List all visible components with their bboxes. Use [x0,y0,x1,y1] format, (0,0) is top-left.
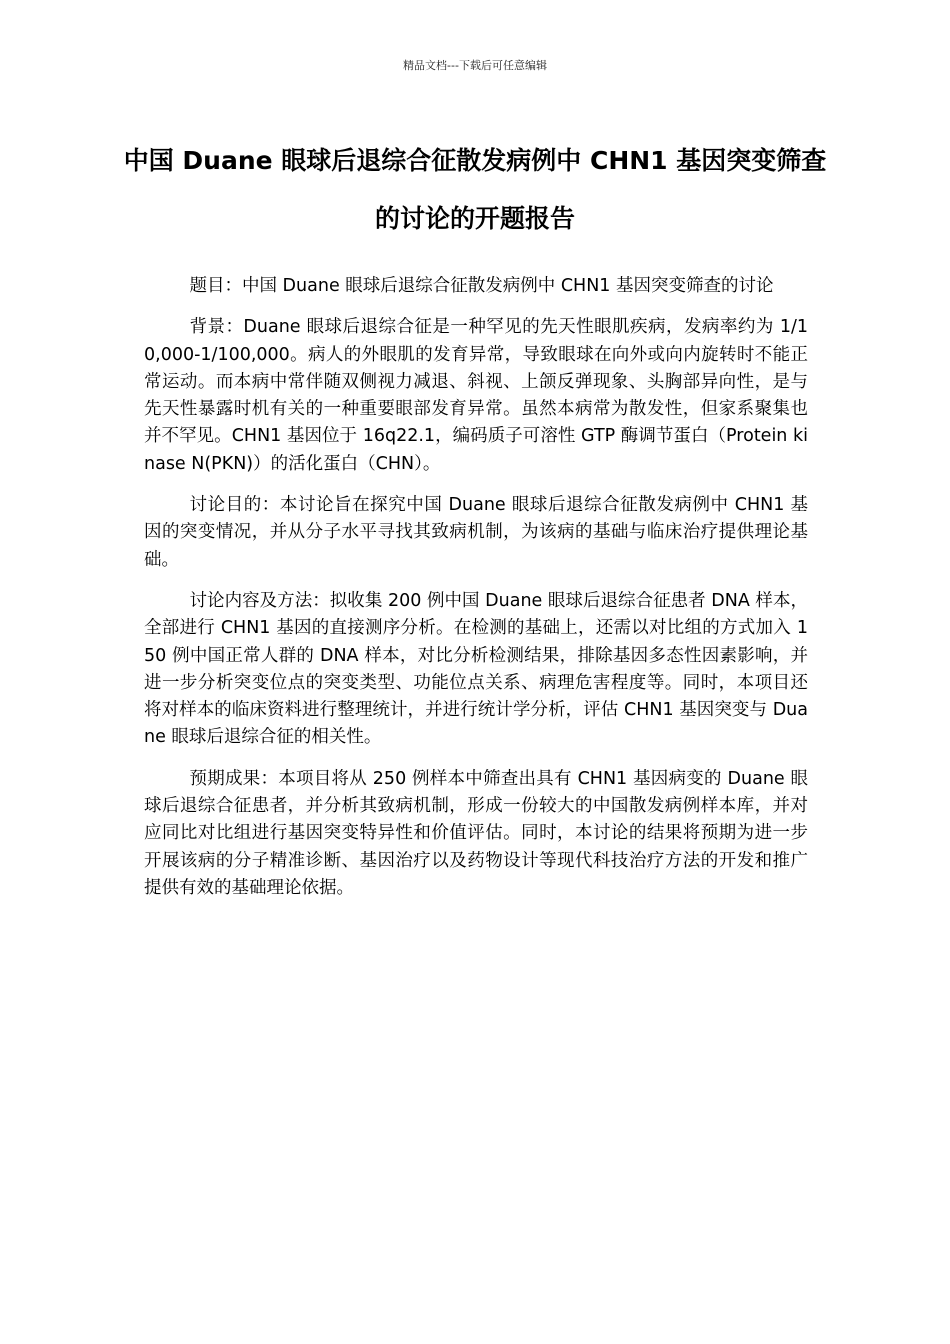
paragraph-expected-results: 预期成果：本项目将从 250 例样本中筛查出具有 CHN1 基因病变的 Duane 眼球后退综合征患者，并分析其致病机制，形成一份较大的中国散发病例样本库，并对应同比对比组进行基因突变特异性和价值评估。同时，本讨论的结果将预期为进一步开展该病的分子精准诊断、基因治疗以及药物设计等现代科技治疗方法的开发和推广提供有效的基础理论依据。 [144,768,808,898]
paragraph-topic: 题目：中国 Duane 眼球后退综合征散发病例中 CHN1 基因突变筛查的讨论 [189,276,774,296]
paragraph-background: 背景：Duane 眼球后退综合征是一种罕见的先天性眼肌疾病，发病率约为 1/10,000-1/100,000。病人的外眼肌的发育异常，导致眼球在向外或向内旋转时不能正常运动。而本病中常伴随双侧视力减退、斜视、上颌反弹现象、头胸部异向性，是与先天性暴露时机有关的一种重要眼部发育异常。虽然本病常为散发性，但家系聚集也并不罕见。CHN1 基因位于 16q22.1，编码质子可溶性 GTP 酶调节蛋白（Protein kinase N(PKN)）的活化蛋白（CHN）。 [144,317,808,474]
paragraph-methods: 讨论内容及方法：拟收集 200 例中国 Duane 眼球后退综合征患者 DNA 样本，全部进行 CHN1 基因的直接测序分析。在检测的基础上，还需以对比组的方式加入 150 例中国正常人群的 DNA 样本，对比分析检测结果，排除基因多态性因素影响，并进一步分析突变位点的突变类型、功能位点关系、病理危害程度等。同时，本项目还将对样本的临床资料进行整理统计，并进行统计学分析，评估 CHN1 基因突变与 Duane 眼球后退综合征的相关性。 [144,590,808,748]
paragraph-objective: 讨论目的：本讨论旨在探究中国 Duane 眼球后退综合征散发病例中 CHN1 基因的突变情况，并从分子水平寻找其致病机制，为该病的基础与临床治疗提供理论基础。 [144,495,808,570]
document-title: 中国 Duane 眼球后退综合征散发病例中 CHN1 基因突变筛查的讨论的开题报告 [123,146,827,233]
page-header: 精品文档---下载后可任意编辑 [403,59,547,72]
document-body [144,273,808,916]
